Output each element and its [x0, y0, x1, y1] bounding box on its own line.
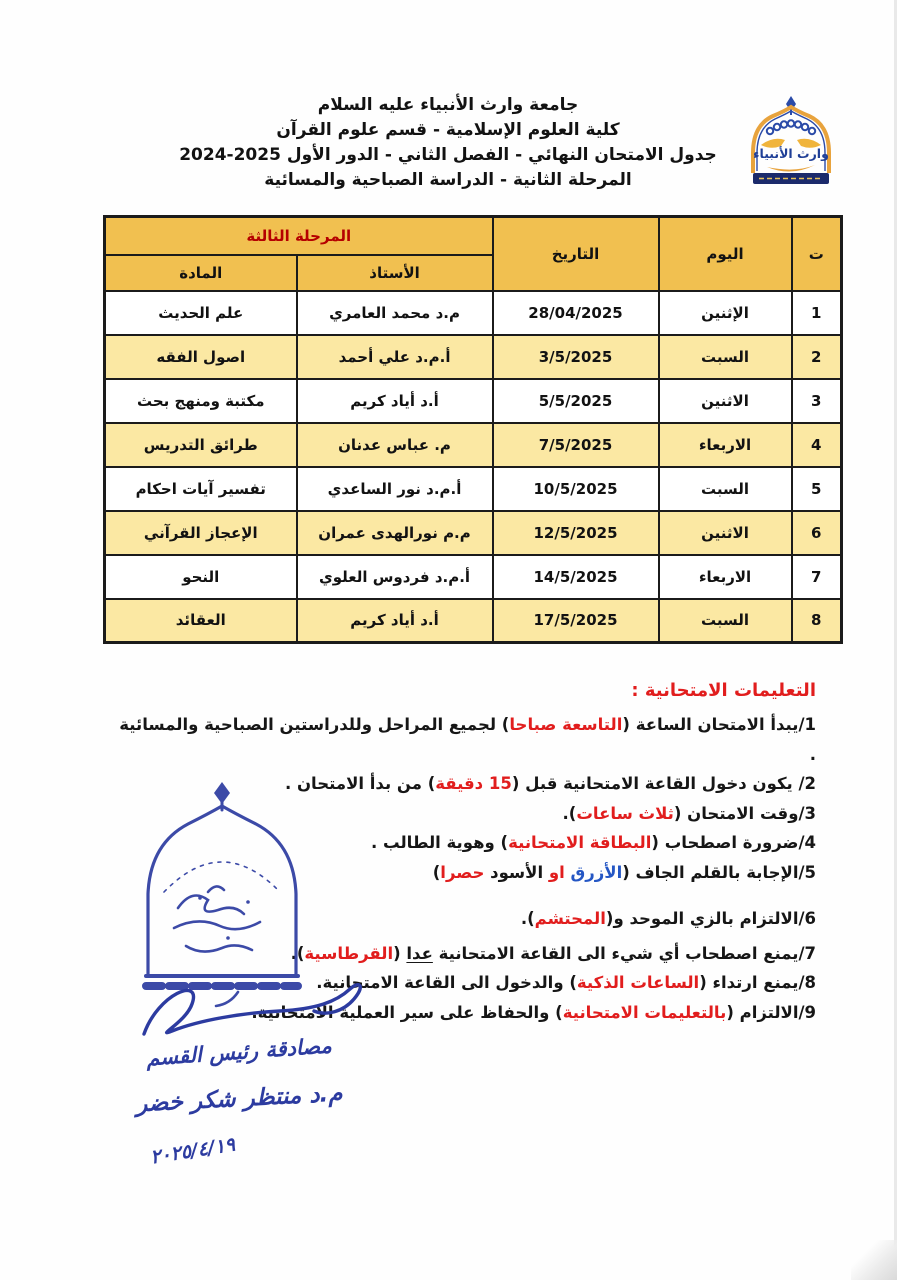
instruction-line-7: 7/يمنع اصطحاب أي شيء الى القاعة الامتحانية عدا (القرطاسية).: [290, 943, 816, 963]
header-stage-study: المرحلة الثانية - الدراسة الصباحية والمسائية: [264, 170, 632, 190]
cell-num: 3: [792, 379, 842, 423]
col-header-num: ت: [792, 217, 842, 291]
cell-day: الاثنين: [659, 511, 792, 555]
cell-num: 8: [792, 599, 842, 643]
cell-subject: علم الحديث: [105, 291, 297, 335]
table-row: [105, 335, 842, 379]
cell-professor: م.م نورالهدى عمران: [297, 511, 493, 555]
cell-subject: النحو: [105, 555, 297, 599]
col-header-date: التاريخ: [493, 217, 659, 291]
col-header-subject: المادة: [105, 255, 297, 291]
cell-num: 7: [792, 555, 842, 599]
cell-professor: أ.م.د علي أحمد: [297, 335, 493, 379]
cell-professor: أ.د أياد كريم: [297, 599, 493, 643]
table-row: [105, 511, 842, 555]
logo-calligraphy-text: وارث الأنبياء: [753, 146, 829, 161]
approval-name: م.د منتظر شكر خضر: [135, 1080, 344, 1118]
cell-subject: العقائد: [105, 599, 297, 643]
table-row: [105, 379, 842, 423]
cell-subject: مكتبة ومنهج بحث: [105, 379, 297, 423]
table-row: [105, 599, 842, 643]
instruction-line-1: 1/يبدأ الامتحان الساعة (التاسعة صباحا) لجميع المراحل وللدراستين الصباحية والمسائية .: [119, 715, 816, 764]
instruction-line-2: 2/ يكون دخول القاعة الامتحانية قبل (15 دقيقة) من بدأ الامتحان .: [284, 774, 816, 793]
logo-chain-icon: [767, 120, 815, 134]
cell-date: 12/5/2025: [493, 511, 659, 555]
instruction-line-4: 4/ضرورة اصطحاب (البطاقة الامتحانية) وهوية الطالب .: [371, 833, 816, 852]
col-header-day: اليوم: [659, 217, 792, 291]
header-college-department: كلية العلوم الإسلامية - قسم علوم القرآن: [276, 120, 620, 140]
logo-banner-icon: [753, 173, 829, 184]
cell-professor: م.د محمد العامري: [297, 291, 493, 335]
approval-title: مصادقة رئيس القسم: [145, 1033, 333, 1071]
cell-day: الإثنين: [659, 291, 792, 335]
cell-subject: طرائق التدريس: [105, 423, 297, 467]
cell-day: الاثنين: [659, 379, 792, 423]
header-university-name: جامعة وارث الأنبياء عليه السلام: [317, 95, 579, 115]
cell-day: السبت: [659, 335, 792, 379]
cell-date: 3/5/2025: [493, 335, 659, 379]
cell-day: الاربعاء: [659, 423, 792, 467]
cell-professor: أ.م.د فردوس العلوي: [297, 555, 493, 599]
scan-corner-shadow: [851, 1240, 897, 1280]
cell-subject: الإعجاز القرآني: [105, 511, 297, 555]
instructions-title: التعليمات الامتحانية :: [631, 680, 816, 701]
logo-dome-icon: [753, 107, 829, 173]
table-row: [105, 555, 842, 599]
cell-num: 4: [792, 423, 842, 467]
table-row: [105, 291, 842, 335]
cell-subject: تفسير آيات احكام: [105, 467, 297, 511]
cell-day: الاربعاء: [659, 555, 792, 599]
instruction-line-9: 9/الالتزام (بالتعليمات الامتحانية) والحفاظ على سير العملية الامتحانية.: [251, 1002, 816, 1022]
cell-date: 14/5/2025: [493, 555, 659, 599]
cell-date: 7/5/2025: [493, 423, 659, 467]
cell-professor: أ.د أياد كريم: [297, 379, 493, 423]
stamp-calligraphy-icon: [174, 886, 260, 951]
instruction-line-8: 8/يمنع ارتداء (الساعات الذكية) والدخول الى القاعة الامتحانية.: [316, 973, 816, 992]
col-header-professor: الأستاذ: [297, 255, 493, 291]
cell-num: 6: [792, 511, 842, 555]
cell-date: 10/5/2025: [493, 467, 659, 511]
table-stage-title: المرحلة الثالثة: [105, 217, 493, 255]
approval-date: ٢٠٢٥/٤/١٩: [148, 1133, 237, 1169]
table-row: [105, 423, 842, 467]
instruction-line-3: 3/وقت الامتحان (ثلاث ساعات).: [562, 803, 816, 823]
cell-professor: أ.م.د نور الساعدي: [297, 467, 493, 511]
cell-subject: اصول الفقه: [105, 335, 297, 379]
cell-num: 2: [792, 335, 842, 379]
university-logo: [743, 95, 839, 197]
cell-professor: م. عباس عدنان: [297, 423, 493, 467]
table-row: [105, 467, 842, 511]
cell-num: 1: [792, 291, 842, 335]
header-schedule-title: جدول الامتحان النهائي - الفصل الثاني - الدور الأول 2025-2024: [179, 145, 717, 165]
cell-day: السبت: [659, 599, 792, 643]
instruction-line-6: 6/الالتزام بالزي الموحد و(المحتشم).: [520, 909, 816, 928]
exam-schedule-table: [103, 215, 843, 644]
cell-date: 28/04/2025: [493, 291, 659, 335]
cell-date: 17/5/2025: [493, 599, 659, 643]
cell-num: 5: [792, 467, 842, 511]
cell-day: السبت: [659, 467, 792, 511]
instruction-line-5: 5/الإجابة بالقلم الجاف (الأزرق او الأسود حصرا): [432, 862, 816, 882]
logo-swoosh-icon: [767, 165, 815, 172]
cell-date: 5/5/2025: [493, 379, 659, 423]
document-header: [58, 93, 838, 193]
university-logo-emblem: [743, 95, 839, 197]
